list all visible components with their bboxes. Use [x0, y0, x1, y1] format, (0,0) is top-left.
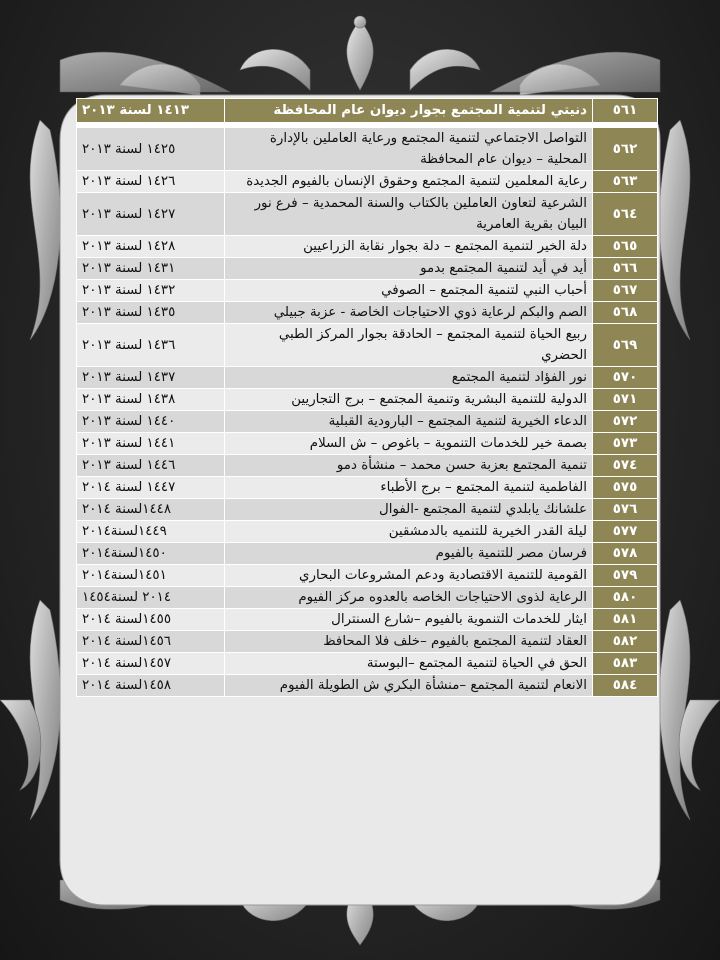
association-name: رعاية المعلمين لتنمية المجتمع وحقوق الإنسان بالفيوم الجديدة [225, 171, 593, 193]
row-number: ٥٦٩ [593, 324, 658, 367]
association-name: العقاد لتنمية المجتمع بالفيوم –خلف فلا المحافظ [225, 631, 593, 653]
registration-decree: ١٤٤٧ لسنة ٢٠١٤ [77, 477, 225, 499]
registration-decree: ١٤٥٠لسنة٢٠١٤ [77, 543, 225, 565]
association-name: علشانك يابلدي لتنمية المجتمع -الفوال [225, 499, 593, 521]
association-name: القومية للتنمية الاقتصادية ودعم المشروعات البحاري [225, 565, 593, 587]
row-number: ٥٧٧ [593, 521, 658, 543]
table-row [77, 171, 658, 193]
row-number: ٥٦٦ [593, 258, 658, 280]
table-row [77, 280, 658, 302]
table-row [77, 258, 658, 280]
registration-decree: ١٤٥٨لسنة ٢٠١٤ [77, 675, 225, 697]
table-row [77, 653, 658, 675]
table-row [77, 389, 658, 411]
association-name: بصمة خير للخدمات التنموية – باغوص – ش السلام [225, 433, 593, 455]
registration-decree: ١٤٣٧ لسنة ٢٠١٣ [77, 367, 225, 389]
table-row [77, 455, 658, 477]
association-name: أيد في أيد لتنمية المجتمع بدمو [225, 258, 593, 280]
table-row [77, 302, 658, 324]
table-row [77, 128, 658, 171]
registration-decree: ١٤٤٨لسنة ٢٠١٤ [77, 499, 225, 521]
row-number: ٥٦٤ [593, 193, 658, 236]
row-number: ٥٧٠ [593, 367, 658, 389]
row-number: ٥٧٣ [593, 433, 658, 455]
row-number: ٥٧٥ [593, 477, 658, 499]
row-number: ٥٦٥ [593, 236, 658, 258]
association-name: الحق في الحياة لتنمية المجتمع –البوستة [225, 653, 593, 675]
table-row [77, 367, 658, 389]
registration-decree: ١٤٣١ لسنة ٢٠١٣ [77, 258, 225, 280]
table-row [77, 675, 658, 697]
registration-decree: ١٤٤٩لسنة٢٠١٤ [77, 521, 225, 543]
association-name: ايثار للخدمات التنموية بالفيوم –شارع السنترال [225, 609, 593, 631]
table-row [77, 521, 658, 543]
association-name: تنمية المجتمع بعزبة حسن محمد – منشأة دمو [225, 455, 593, 477]
association-name: الفاطمية لتنمية المجتمع – برج الأطباء [225, 477, 593, 499]
table-row [77, 324, 658, 367]
row-number: ٥٦٨ [593, 302, 658, 324]
table-row [77, 499, 658, 521]
row-number: ٥٨١ [593, 609, 658, 631]
registration-decree: ١٤٥٥لسنة ٢٠١٤ [77, 609, 225, 631]
registration-decree: ١٤٥٧لسنة ٢٠١٤ [77, 653, 225, 675]
registration-decree: ١٤٤٠ لسنة ٢٠١٣ [77, 411, 225, 433]
row-number: ٥٧٦ [593, 499, 658, 521]
table-row [77, 631, 658, 653]
registration-decree: ١٤٣٥ لسنة ٢٠١٣ [77, 302, 225, 324]
row-number: ٥٦١ [593, 99, 658, 123]
registration-decree: ١٤٣٨ لسنة ٢٠١٣ [77, 389, 225, 411]
row-number: ٥٨٣ [593, 653, 658, 675]
row-number: ٥٦٣ [593, 171, 658, 193]
row-number: ٥٧٢ [593, 411, 658, 433]
registration-decree: ١٤٤١ لسنة ٢٠١٣ [77, 433, 225, 455]
association-name: الدعاء الخيرية لتنمية المجتمع – البارودية القبلية [225, 411, 593, 433]
registration-decree: ١٤٤٦ لسنة ٢٠١٣ [77, 455, 225, 477]
row-number: ٥٨٠ [593, 587, 658, 609]
row-number: ٥٧٩ [593, 565, 658, 587]
table-row [77, 433, 658, 455]
row-number: ٥٧١ [593, 389, 658, 411]
table-row [77, 587, 658, 609]
registration-decree: ١٤٣٦ لسنة ٢٠١٣ [77, 324, 225, 367]
row-number: ٥٦٢ [593, 128, 658, 171]
registration-decree: ١٤٣٢ لسنة ٢٠١٣ [77, 280, 225, 302]
association-name: دلة الخير لتنمية المجتمع – دلة بجوار نقابة الزراعيين [225, 236, 593, 258]
registration-decree: ١٤٢٥ لسنة ٢٠١٣ [77, 128, 225, 171]
association-name: ليلة القدر الخيرية للتنميه بالدمشقين [225, 521, 593, 543]
association-name: الرعاية لذوى الاحتياجات الخاصه بالعدوه مركز الفيوم [225, 587, 593, 609]
row-number: ٥٦٧ [593, 280, 658, 302]
association-name: دنيتي لتنمية المجتمع بجوار ديوان عام المحافظة [225, 99, 593, 123]
row-number: ٥٨٤ [593, 675, 658, 697]
table-row [77, 543, 658, 565]
association-name: الشرعية لتعاون العاملين بالكتاب والسنة المحمدية – فرع نور البيان بقرية العامرية [225, 193, 593, 236]
table-row [77, 609, 658, 631]
registration-decree: ١٤٢٦ لسنة ٢٠١٣ [77, 171, 225, 193]
table-header-row [77, 99, 658, 123]
registration-decree: ١٤١٣ لسنة ٢٠١٣ [77, 99, 225, 123]
registration-decree: ١٤٢٨ لسنة ٢٠١٣ [77, 236, 225, 258]
row-number: ٥٧٨ [593, 543, 658, 565]
registration-decree: ١٤٢٧ لسنة ٢٠١٣ [77, 193, 225, 236]
table-row [77, 411, 658, 433]
association-name: فرسان مصر للتنمية بالفيوم [225, 543, 593, 565]
association-name: أحباب النبي لتنمية المجتمع – الصوفي [225, 280, 593, 302]
table-row [77, 565, 658, 587]
association-name: نور الفؤاد لتنمية المجتمع [225, 367, 593, 389]
row-number: ٥٨٢ [593, 631, 658, 653]
association-name: ربيع الحياة لتنمية المجتمع – الحادقة بجوار المركز الطبي الحضري [225, 324, 593, 367]
association-name: الدولية للتنمية البشرية وتنمية المجتمع – برج التجاريين [225, 389, 593, 411]
association-name: الانعام لتنمية المجتمع –منشأة البكري ش الطويلة الفيوم [225, 675, 593, 697]
registration-decree: ١٤٥٦لسنة ٢٠١٤ [77, 631, 225, 653]
association-name: التواصل الاجتماعي لتنمية المجتمع ورعاية العاملين بالإدارة المحلية – ديوان عام المحافظة [225, 128, 593, 171]
row-number: ٥٧٤ [593, 455, 658, 477]
table-row [77, 236, 658, 258]
associations-table [76, 98, 658, 697]
association-name: الصم والبكم لرعاية ذوي الاحتياجات الخاصة - عزبة جبيلي [225, 302, 593, 324]
table-row [77, 193, 658, 236]
table-row [77, 477, 658, 499]
registration-decree: ١٤٥١لسنة٢٠١٤ [77, 565, 225, 587]
registration-decree: ٢٠١٤ لسنة١٤٥٤ [77, 587, 225, 609]
